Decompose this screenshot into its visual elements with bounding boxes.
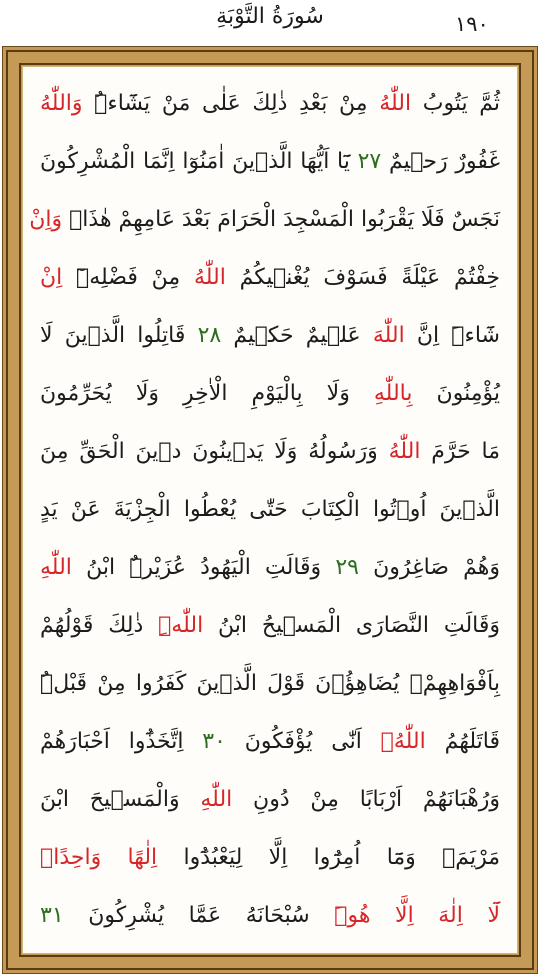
ayah-marker: ۲۸: [197, 323, 222, 348]
text-line: [40, 660, 500, 708]
verse-segment: وَقَالَتِ النَّصَارَى الْمَس۪يحُ ابْنُ: [203, 613, 500, 638]
verse-segment: مَرْيَمَۚ وَمَٓا اُمِرُٓوا اِلَّا لِيَعْبُدُٓوا: [157, 845, 500, 870]
text-line: [40, 138, 500, 186]
text-line: [40, 834, 500, 882]
divine-name: اِلٰهًا وَاحِدًاۚ: [40, 845, 158, 870]
text-line: [29, 196, 500, 244]
text-line: [40, 718, 500, 766]
divine-name: وَاِنْ: [29, 207, 63, 232]
verse-segment: وَرَسُولُهُ وَلَا يَد۪ينُونَ د۪ينَ الْحَقِّ مِنَ: [40, 439, 389, 464]
text-line: [40, 312, 500, 360]
text-line: [40, 80, 500, 128]
verse-segment: مِنْ بَعْدِ ذٰلِكَ عَلٰى مَنْ يَشَٓاءُۜ: [82, 91, 380, 116]
verse-segment: سُبْحَانَهُ عَمَّا يُشْرِكُونَ: [63, 903, 335, 928]
verse-segment: قَاتَلَهُمُ: [425, 729, 500, 754]
divine-name: اللّٰهَ: [372, 323, 405, 348]
verse-segment: بِاَفْوَاهِهِمْۚ يُضَاهِؤُ۫نَ قَوْلَ الَّذ۪ينَ كَفَرُوا مِنْ قَبْلُۜ: [40, 671, 500, 696]
verse-segment: عَل۪يمٌ حَك۪يمٌ: [221, 323, 373, 348]
text-line: [40, 544, 500, 592]
page-header: [0, 0, 540, 44]
verse-segment: مِنْ فَضْلِه۪ٓ: [62, 265, 194, 290]
verse-segment: اِتَّخَذُٓوا اَحْبَارَهُمْ: [40, 729, 203, 754]
text-line: [40, 776, 500, 824]
divine-name: اللّٰهِ: [200, 787, 233, 812]
divine-name: لَٓا اِلٰهَ اِلَّا هُوَۜ: [334, 903, 500, 928]
text-line: [40, 370, 500, 418]
ayah-marker: ۳۱: [40, 903, 64, 928]
verse-segment: شَٓاءَۜ اِنَّ: [404, 323, 500, 348]
verse-segment: وَلَا بِالْيَوْمِ الْاٰخِرِ وَلَا يُحَرِّمُونَ: [40, 381, 374, 406]
verse-segment: ذٰلِكَ قَوْلُهُمْ: [40, 613, 159, 638]
text-line: [40, 892, 500, 940]
ayah-marker: ۲۷: [357, 149, 382, 174]
text-line: [40, 486, 500, 534]
text-line: [40, 254, 500, 302]
verse-segment: وَرُهْبَانَهُمْ اَرْبَابًا مِنْ دُونِ: [232, 787, 500, 812]
divine-name: اللّٰهِ: [40, 555, 72, 580]
verse-segment: قَاتِلُوا الَّذ۪ينَ لَا: [40, 323, 198, 348]
text-line: [40, 602, 500, 650]
ayah-marker: ۳۰: [202, 729, 226, 754]
ayah-marker: ۲۹: [335, 555, 359, 580]
verse-segment: يَٓا اَيُّهَا الَّذ۪ينَ اٰمَنُوٓا اِنَّمَا الْمُشْرِكُونَ: [40, 149, 358, 174]
divine-name: اللّٰهُ: [388, 439, 421, 464]
verse-segment: الَّذ۪ينَ اُو۫تُوا الْكِتَابَ حَتّٰى يُعْطُوا الْجِزْيَةَ عَنْ يَدٍ: [40, 497, 500, 522]
verse-segment: نَجَسٌ فَلَا يَقْرَبُوا الْمَسْجِدَ الْحَرَامَ بَعْدَ عَامِهِمْ هٰذَاۚ: [62, 207, 500, 232]
verse-segment: وَهُمْ صَاغِرُونَ: [358, 555, 500, 580]
divine-name: اللّٰهُ: [379, 91, 412, 116]
divine-name: اللّٰهُ: [193, 265, 226, 290]
verse-segment: خِفْتُمْ عَيْلَةً فَسَوْفَ يُغْن۪يكُمُ: [225, 265, 500, 290]
verse-segment: ثُمَّ يَتُوبُ: [411, 91, 500, 116]
surah-title: سُورَةُ التَّوْبَةِ: [216, 4, 324, 29]
verse-segment: مَا حَرَّمَ: [420, 439, 500, 464]
divine-name: بِاللّٰهِ: [373, 381, 413, 406]
text-line: [40, 428, 500, 476]
verse-segment: وَالْمَس۪يحَ ابْنَ: [40, 787, 201, 812]
verse-segment: غَفُورٌ رَح۪يمٌ: [381, 149, 500, 174]
divine-name: اِنْ: [40, 265, 63, 290]
verse-segment: وَقَالَتِ الْيَهُودُ عُزَيْرٌۨ ابْنُ: [71, 555, 336, 580]
verse-segment: يُؤْمِنُونَ: [412, 381, 500, 406]
divine-name: وَاللّٰهُ: [40, 91, 83, 116]
verse-segment: اَنّٰى يُؤْفَكُونَ: [225, 729, 381, 754]
divine-name: اللّٰهُۘ: [380, 729, 426, 754]
divine-name: اللّٰهِۜ: [158, 613, 204, 638]
page-number: ١٩٠: [455, 12, 489, 36]
